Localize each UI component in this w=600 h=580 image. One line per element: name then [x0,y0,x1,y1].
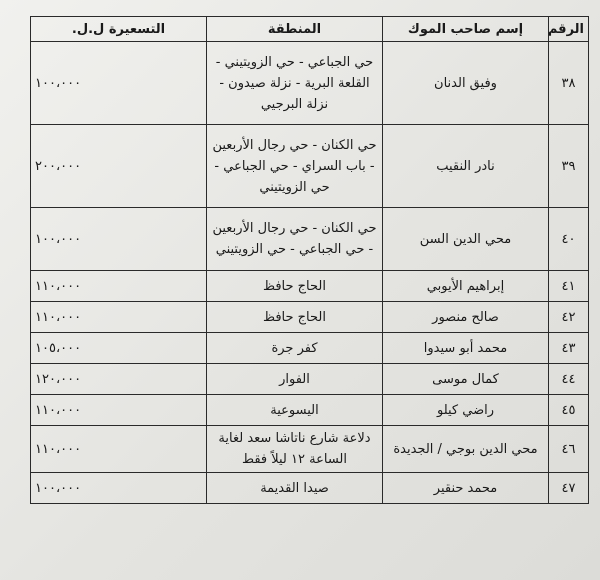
row-number: ٤٤ [549,364,589,395]
row-owner: محمد حنقير [383,473,549,504]
table-row [31,42,589,125]
row-fee: ١١٠،٠٠٠ [31,395,207,426]
row-owner: نادر النقيب [383,125,549,208]
row-area: حي الكنان - حي رجال الأربعين - باب السراي - حي الجباعي - حي الزويتيني [207,125,383,208]
table-header [31,17,589,42]
row-area: صيدا القديمة [207,473,383,504]
header-owner: إسم صاحب الموك [383,17,549,42]
row-owner: صالح منصور [383,302,549,333]
row-area: اليسوعية [207,395,383,426]
row-owner: كمال موسى [383,364,549,395]
row-number: ٣٨ [549,42,589,125]
row-number: ٤١ [549,271,589,302]
row-fee: ١٠٠،٠٠٠ [31,208,207,271]
row-fee: ٢٠٠،٠٠٠ [31,125,207,208]
row-fee: ١٠٥،٠٠٠ [31,333,207,364]
row-number: ٣٩ [549,125,589,208]
row-fee: ١١٠،٠٠٠ [31,271,207,302]
header-number: الرقم [549,17,589,42]
row-owner: وفيق الدنان [383,42,549,125]
table-row [31,426,589,473]
row-number: ٤٢ [549,302,589,333]
row-number: ٤٥ [549,395,589,426]
row-area: الحاج حافظ [207,271,383,302]
row-owner: محي الدين بوجي / الجديدة [383,426,549,473]
row-fee: ١٠٠،٠٠٠ [31,473,207,504]
row-owner: راضي كيلو [383,395,549,426]
row-fee: ١٢٠،٠٠٠ [31,364,207,395]
row-area: حي الكنان - حي رجال الأربعين - حي الجباعي - حي الزويتيني [207,208,383,271]
header-fee: التسعيرة ل.ل. [31,17,207,42]
table-row [31,271,589,302]
row-number: ٤٧ [549,473,589,504]
table-row [31,364,589,395]
row-fee: ١١٠،٠٠٠ [31,302,207,333]
table-row [31,333,589,364]
table-row [31,208,589,271]
table-row [31,395,589,426]
subscription-fee-table [30,16,589,504]
row-owner: محمد أبو سيدوا [383,333,549,364]
row-number: ٤٦ [549,426,589,473]
row-number: ٤٣ [549,333,589,364]
row-area: دلاعة شارع ناتاشا سعد لغاية الساعة ١٢ ليلاً فقط [207,426,383,473]
table-row [31,473,589,504]
row-fee: ١٠٠،٠٠٠ [31,42,207,125]
row-area: الفوار [207,364,383,395]
row-number: ٤٠ [549,208,589,271]
row-owner: إبراهيم الأيوبي [383,271,549,302]
table-row [31,125,589,208]
header-area: المنطقة [207,17,383,42]
row-area: حي الجباعي - حي الزويتيني - القلعة البرية - نزلة صيدون - نزلة البرجيي [207,42,383,125]
row-fee: ١١٠،٠٠٠ [31,426,207,473]
row-area: الحاج حافظ [207,302,383,333]
row-area: كفر جرة [207,333,383,364]
row-owner: محي الدين السن [383,208,549,271]
table-row [31,302,589,333]
